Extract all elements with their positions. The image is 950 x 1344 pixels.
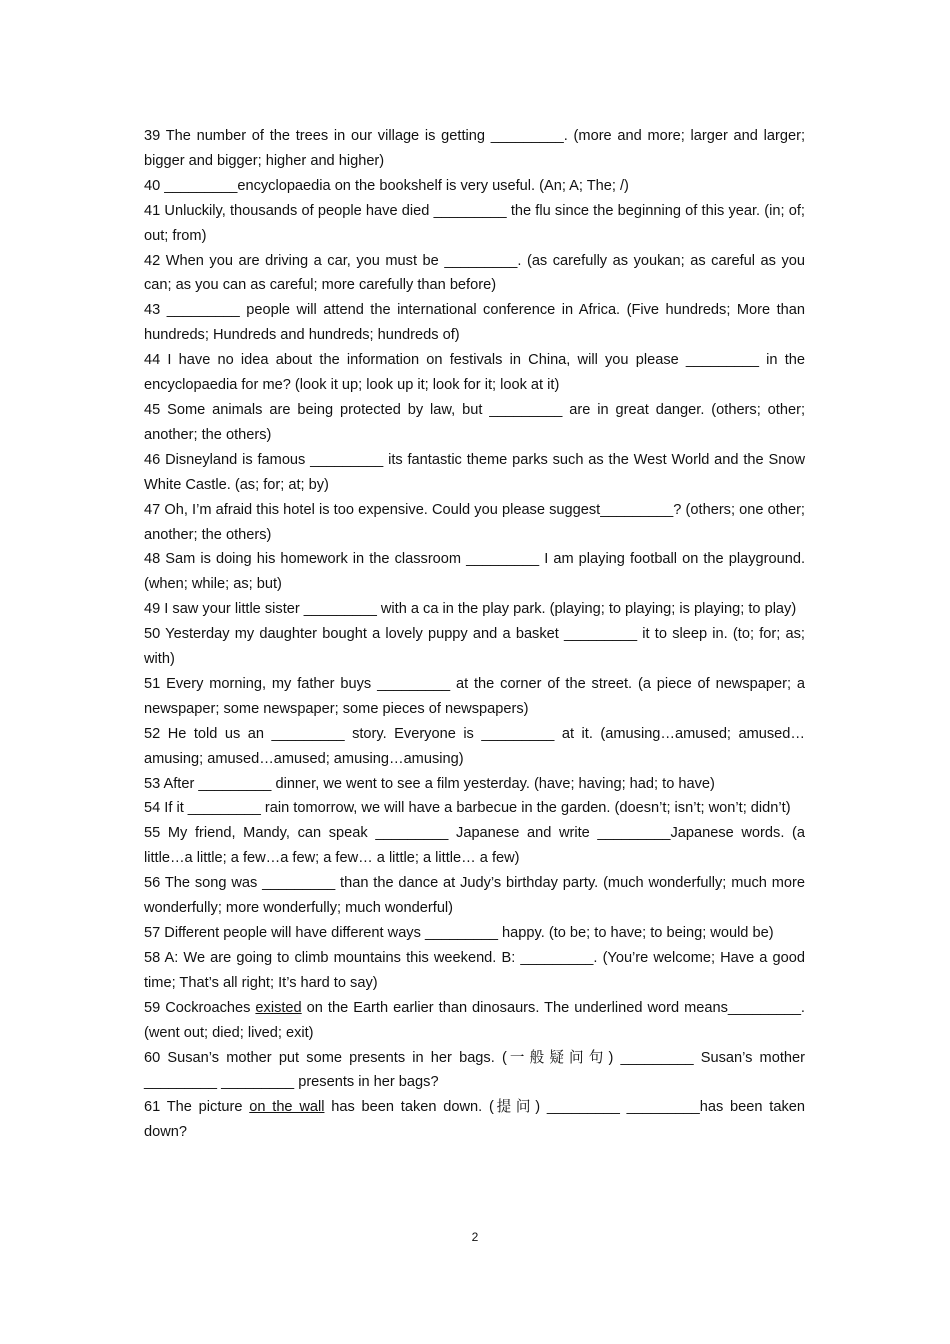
question-45: 45 Some animals are being protected by law, but _________ are in great danger. (others; other; another; the others) [144,401,805,443]
question-61 [144,1095,805,1145]
question-55: 55 My friend, Mandy, can speak _________ Japanese and write _________Japanese words. (a little…a little; a few…a few; a few… a little; a little… a few) [144,825,805,867]
question-61-underlined-phrase: on the wall [249,1099,325,1116]
question-59-post: on the Earth earlier than dinosaurs. The underlined word means_________. (went out; died; lived; exit) [144,999,805,1041]
question-61-pre: 61 The picture [144,1099,250,1116]
question-48: 48 Sam is doing his homework in the classroom _________ I am playing football on the playground. (when; while; as; but) [144,551,805,593]
question-53: 53 After _________ dinner, we went to see a film yesterday. (have; having; had; to have) [144,775,715,792]
question-42: 42 When you are driving a car, you must be _________. (as carefully as youkan; as careful as you can; as you can as careful; more carefully than before) [144,252,805,294]
question-60-instruction: 一般疑问句 [506,1049,609,1066]
question-57: 57 Different people will have different ways _________ happy. (to be; to have; to being; would be) [144,925,774,941]
question-59-underlined-word: existed [255,999,302,1016]
question-59 [144,996,805,1046]
question-61-instruction: 提问 [493,1099,536,1116]
question-43: 43 _________ people will attend the international conference in Africa. (Five hundreds; More than hundreds; Hundreds and hundreds; hundreds of) [144,302,805,344]
question-40: 40 _________encyclopaedia on the bookshelf is very useful. (An; A; The; /) [144,177,629,194]
question-41: 41 Unluckily, thousands of people have died _________ the flu since the beginning of this year. (in; of; out; from) [144,202,805,244]
question-61-post: ) _________ _________has been taken down? [144,1099,805,1141]
question-39: 39 The number of the trees in our village is getting _________. (more and more; larger and larger; bigger and bigger; higher and higher) [144,128,805,169]
question-list [144,124,805,1145]
page-number: 2 [471,1230,479,1244]
question-49: 49 I saw your little sister _________ with a ca in the play park. (playing; to playing; is playing; to play) [144,601,797,618]
question-58: 58 A: We are going to climb mountains this weekend. B: _________. (You’re welcome; Have a good time; That’s all right; It’s hard to say) [144,949,805,991]
question-50: 50 Yesterday my daughter bought a lovely puppy and a basket _________ it to sleep in. (to; for; as; with) [144,626,805,668]
question-60 [144,1046,805,1096]
question-44: 44 I have no idea about the information on festivals in China, will you please _________ in the encyclopaedia for me? (look it up; look up it; look for it; look at it) [144,352,805,394]
question-59-pre: 59 Cockroaches [144,999,256,1016]
question-52: 52 He told us an _________ story. Everyone is _________ at it. (amusing…amused; amused…amusing; amused…amused; amusing…amusing) [144,725,805,767]
question-60-post: ) _________ Susan’s mother _________ _________ presents in her bags? [144,1049,805,1091]
question-47: 47 Oh, I’m afraid this hotel is too expensive. Could you please suggest_________? (others; one other; another; the others) [144,501,805,543]
question-61-mid: has been taken down. ( [324,1099,494,1116]
question-46: 46 Disneyland is famous _________ its fantastic theme parks such as the West World and the Snow White Castle. (as; for; at; by) [144,451,805,493]
question-54: 54 If it _________ rain tomorrow, we will have a barbecue in the garden. (doesn’t; isn’t; won’t; didn’t) [144,800,791,817]
question-51: 51 Every morning, my father buys _________ at the corner of the street. (a piece of newspaper; a newspaper; some newspaper; some pieces of newspapers) [144,675,805,717]
question-60-pre: 60 Susan’s mother put some presents in her bags. ( [144,1049,507,1066]
question-56: 56 The song was _________ than the dance at Judy’s birthday party. (much wonderfully; much more wonderfully; more wonderfully; much wonderful) [144,875,805,917]
